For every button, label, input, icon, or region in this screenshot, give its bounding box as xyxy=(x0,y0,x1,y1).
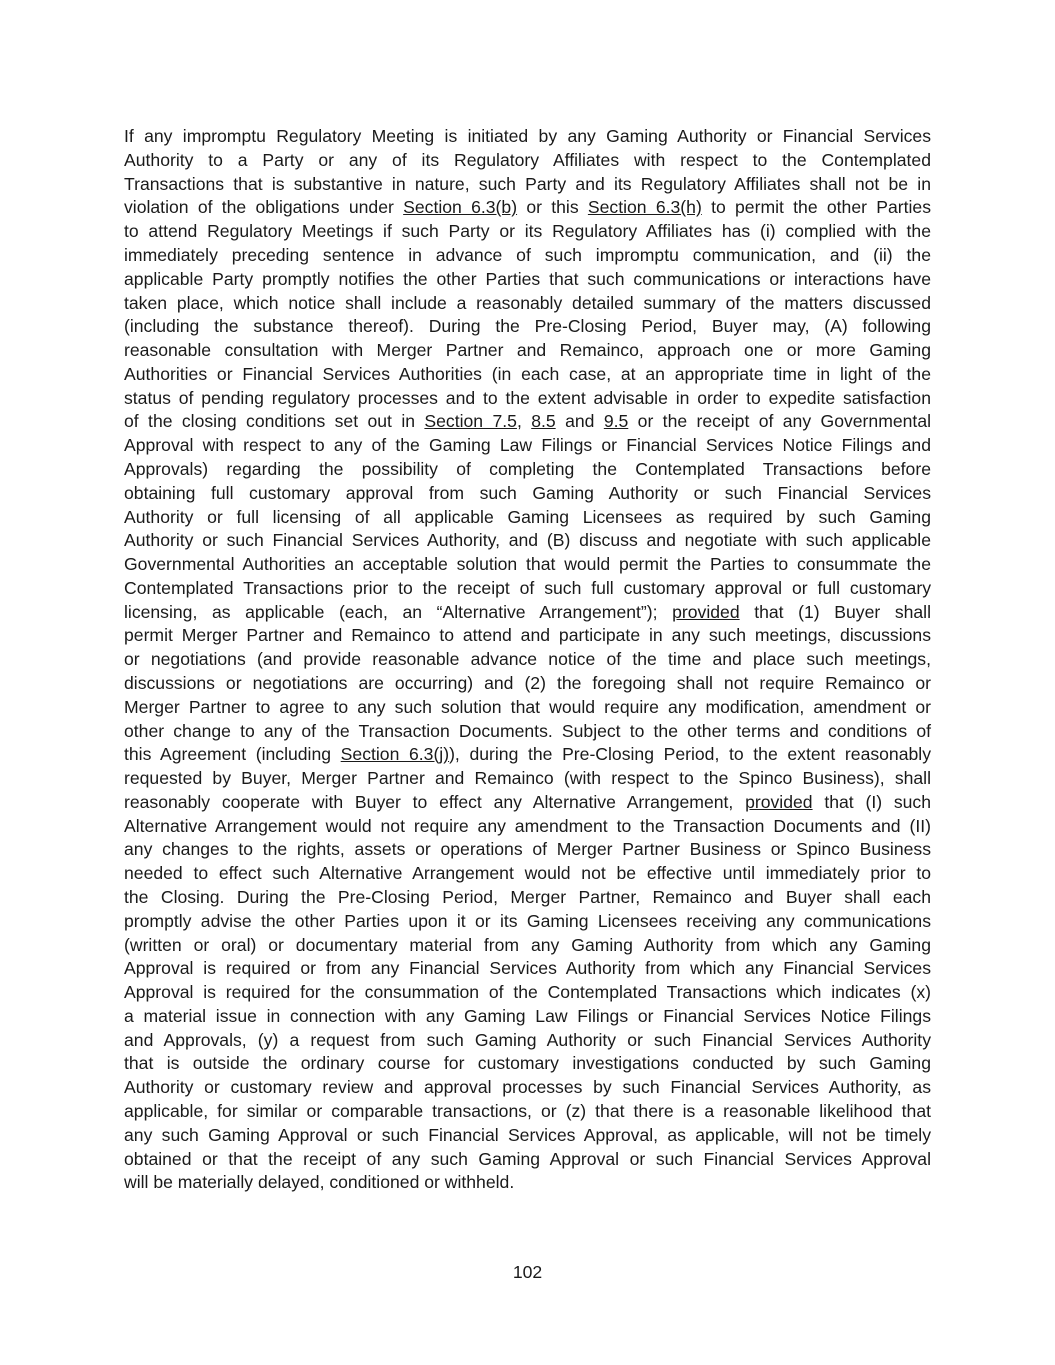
text-run: taken place, which notice shall include a reasonably detailed summary of the matters discussed xyxy=(124,292,931,313)
text-line xyxy=(124,1075,931,1099)
cross-reference: Section 7.5 xyxy=(424,411,517,432)
text-run: immediately preceding sentence in advance of such impromptu communication, and (ii) the xyxy=(124,244,931,265)
text-run: Authority or full licensing of all applicable Gaming Licensees as required by such Gaming xyxy=(124,506,931,527)
text-line xyxy=(124,885,931,909)
text-line xyxy=(124,314,931,338)
text-line xyxy=(124,1170,931,1194)
text-run: Authority or such Financial Services Authority, and (B) discuss and negotiate with such applicable xyxy=(124,530,931,551)
text-line xyxy=(124,647,931,671)
text-run: this Agreement (including xyxy=(124,744,341,765)
text-run: or this xyxy=(517,197,588,218)
text-line xyxy=(124,1004,931,1028)
text-line xyxy=(124,742,931,766)
text-run: requested by Buyer, Merger Partner and Remainco (with respect to the Spinco Business), shall xyxy=(124,768,931,789)
text-line xyxy=(124,719,931,743)
text-run: of the closing conditions set out in xyxy=(124,411,425,432)
cross-reference: Section 6.3(j) xyxy=(340,744,450,765)
text-run: Transactions that is substantive in nature, such Party and its Regulatory Affiliates shall not be in xyxy=(124,173,931,194)
text-line xyxy=(124,1123,931,1147)
text-line xyxy=(124,1051,931,1075)
text-run: , xyxy=(516,411,532,432)
page-number: 102 xyxy=(512,1262,543,1282)
text-run: that (1) Buyer shall xyxy=(739,601,931,622)
text-line xyxy=(124,219,931,243)
text-run: obtained or that the receipt of any such Gaming Approval or such Financial Services Approval xyxy=(124,1148,931,1169)
text-run: (written or oral) or documentary material from any Gaming Authority from which any Gaming xyxy=(124,934,931,955)
text-line xyxy=(124,861,931,885)
text-run: to permit the other Parties xyxy=(701,197,932,218)
text-line xyxy=(124,291,931,315)
text-run: applicable Party promptly notifies the other Parties that such communications or interactions have xyxy=(124,268,931,289)
text-run: Authorities or Financial Services Authorities (in each case, at an appropriate time in light of the xyxy=(124,363,931,384)
text-run: and xyxy=(555,411,604,432)
text-line xyxy=(124,980,931,1004)
text-run: (including the substance thereof). During the Pre-Closing Period, Buyer may, (A) following xyxy=(124,316,931,337)
text-run: obtaining full customary approval from such Gaming Authority or such Financial Services xyxy=(124,482,931,503)
text-line xyxy=(124,623,931,647)
text-run: or negotiations (and provide reasonable advance notice of the time and place such meetings, xyxy=(124,649,931,670)
text-line xyxy=(124,671,931,695)
text-run: If any impromptu Regulatory Meeting is initiated by any Gaming Authority or Financial Services xyxy=(124,126,931,146)
text-line xyxy=(124,790,931,814)
cross-reference: provided xyxy=(745,791,813,812)
text-line xyxy=(124,243,931,267)
text-run: Merger Partner to agree to any such solution that would require any modification, amendment or xyxy=(124,696,931,717)
text-run: any such Gaming Approval or such Financial Services Approval, as applicable, will not be timely xyxy=(124,1124,931,1145)
text-line xyxy=(124,576,931,600)
text-run: Authority or customary review and approval processes by such Financial Services Authority, as xyxy=(124,1077,931,1098)
text-run: or the receipt of any Governmental xyxy=(628,411,932,432)
text-run: needed to effect such Alternative Arrangement would not be effective until immediately prior to xyxy=(124,863,931,884)
text-run: a material issue in connection with any Gaming Law Filings or Financial Services Notice Filings xyxy=(124,1005,931,1026)
text-run: Approval with respect to any of the Gaming Law Filings or Financial Services Notice Filings and xyxy=(124,435,931,456)
text-line xyxy=(124,195,931,219)
text-line xyxy=(124,766,931,790)
text-line xyxy=(124,1147,931,1171)
cross-reference: Section 6.3(h) xyxy=(587,197,702,218)
text-line xyxy=(124,956,931,980)
text-run: licensing, as applicable (each, an “Alternative Arrangement”); xyxy=(124,601,673,622)
text-run: Governmental Authorities an acceptable solution that would permit the Parties to consummate the xyxy=(124,554,931,574)
text-run: to attend Regulatory Meetings if such Party or its Regulatory Affiliates has (i) complied with the xyxy=(124,221,931,242)
text-run: Alternative Arrangement would not require any amendment to the Transaction Documents and (II) xyxy=(124,815,931,836)
text-run: ), during the Pre-Closing Period, to the extent reasonably xyxy=(449,744,931,765)
text-line xyxy=(124,124,931,148)
text-line xyxy=(124,148,931,172)
cross-reference: 9.5 xyxy=(603,411,629,432)
text-run: violation of the obligations under xyxy=(124,197,404,218)
text-line xyxy=(124,933,931,957)
cross-reference: Section 6.3(b) xyxy=(403,197,518,218)
text-run: will be materially delayed, conditioned or withheld. xyxy=(124,1172,515,1193)
text-line xyxy=(124,528,931,552)
text-run: the Closing. During the Pre-Closing Period, Merger Partner, Remainco and Buyer shall each xyxy=(124,887,931,907)
text-run: Approvals) regarding the possibility of completing the Contemplated Transactions before xyxy=(124,458,931,479)
text-line xyxy=(124,481,931,505)
text-line xyxy=(124,267,931,291)
text-line xyxy=(124,433,931,457)
text-run: and Approvals, (y) a request from such Gaming Authority or such Financial Services Authority xyxy=(124,1029,931,1050)
text-run: status of pending regulatory processes and to the extent advisable in order to expedite satisfaction xyxy=(124,387,931,408)
cross-reference: 8.5 xyxy=(531,411,556,432)
text-run: Approval is required for the consummation of the Contemplated Transactions which indicates (x) xyxy=(124,982,931,1003)
text-line xyxy=(124,909,931,933)
text-run: Contemplated Transactions prior to the receipt of such full customary approval or full customary xyxy=(124,577,931,598)
text-run: any changes to the rights, assets or operations of Merger Partner Business or Spinco Business xyxy=(124,839,931,860)
text-line xyxy=(124,1028,931,1052)
text-line xyxy=(124,172,931,196)
text-run: Authority to a Party or any of its Regulatory Affiliates with respect to the Contemplated xyxy=(124,149,931,170)
text-line xyxy=(124,837,931,861)
text-run: other change to any of the Transaction Documents. Subject to the other terms and conditions of xyxy=(124,720,931,741)
text-run: that (I) such xyxy=(812,791,931,812)
text-line xyxy=(124,600,931,624)
text-run: discussions or negotiations are occurring) and (2) the foregoing shall not require Remainco or xyxy=(124,672,931,693)
text-line xyxy=(124,1099,931,1123)
text-run: permit Merger Partner and Remainco to attend and participate in any such meetings, discussions xyxy=(124,625,931,646)
text-line xyxy=(124,814,931,838)
text-line xyxy=(124,505,931,529)
text-line xyxy=(124,386,931,410)
text-run: Approval is required or from any Financial Services Authority from which any Financial Services xyxy=(124,958,931,979)
text-run: applicable, for similar or comparable transactions, or (z) that there is a reasonable likelihood that xyxy=(124,1101,931,1121)
text-line xyxy=(124,552,931,576)
text-line xyxy=(124,362,931,386)
text-run: reasonably cooperate with Buyer to effect any Alternative Arrangement, xyxy=(124,791,746,812)
cross-reference: provided xyxy=(672,601,740,622)
text-run: promptly advise the other Parties upon it or its Gaming Licensees receiving any communications xyxy=(124,910,931,931)
text-line xyxy=(124,695,931,719)
text-line xyxy=(124,457,931,481)
text-run: reasonable consultation with Merger Partner and Remainco, approach one or more Gaming xyxy=(124,340,931,360)
text-line xyxy=(124,409,931,433)
text-run: that is outside the ordinary course for customary investigations conducted by such Gaming xyxy=(124,1053,931,1074)
text-line xyxy=(124,338,931,362)
